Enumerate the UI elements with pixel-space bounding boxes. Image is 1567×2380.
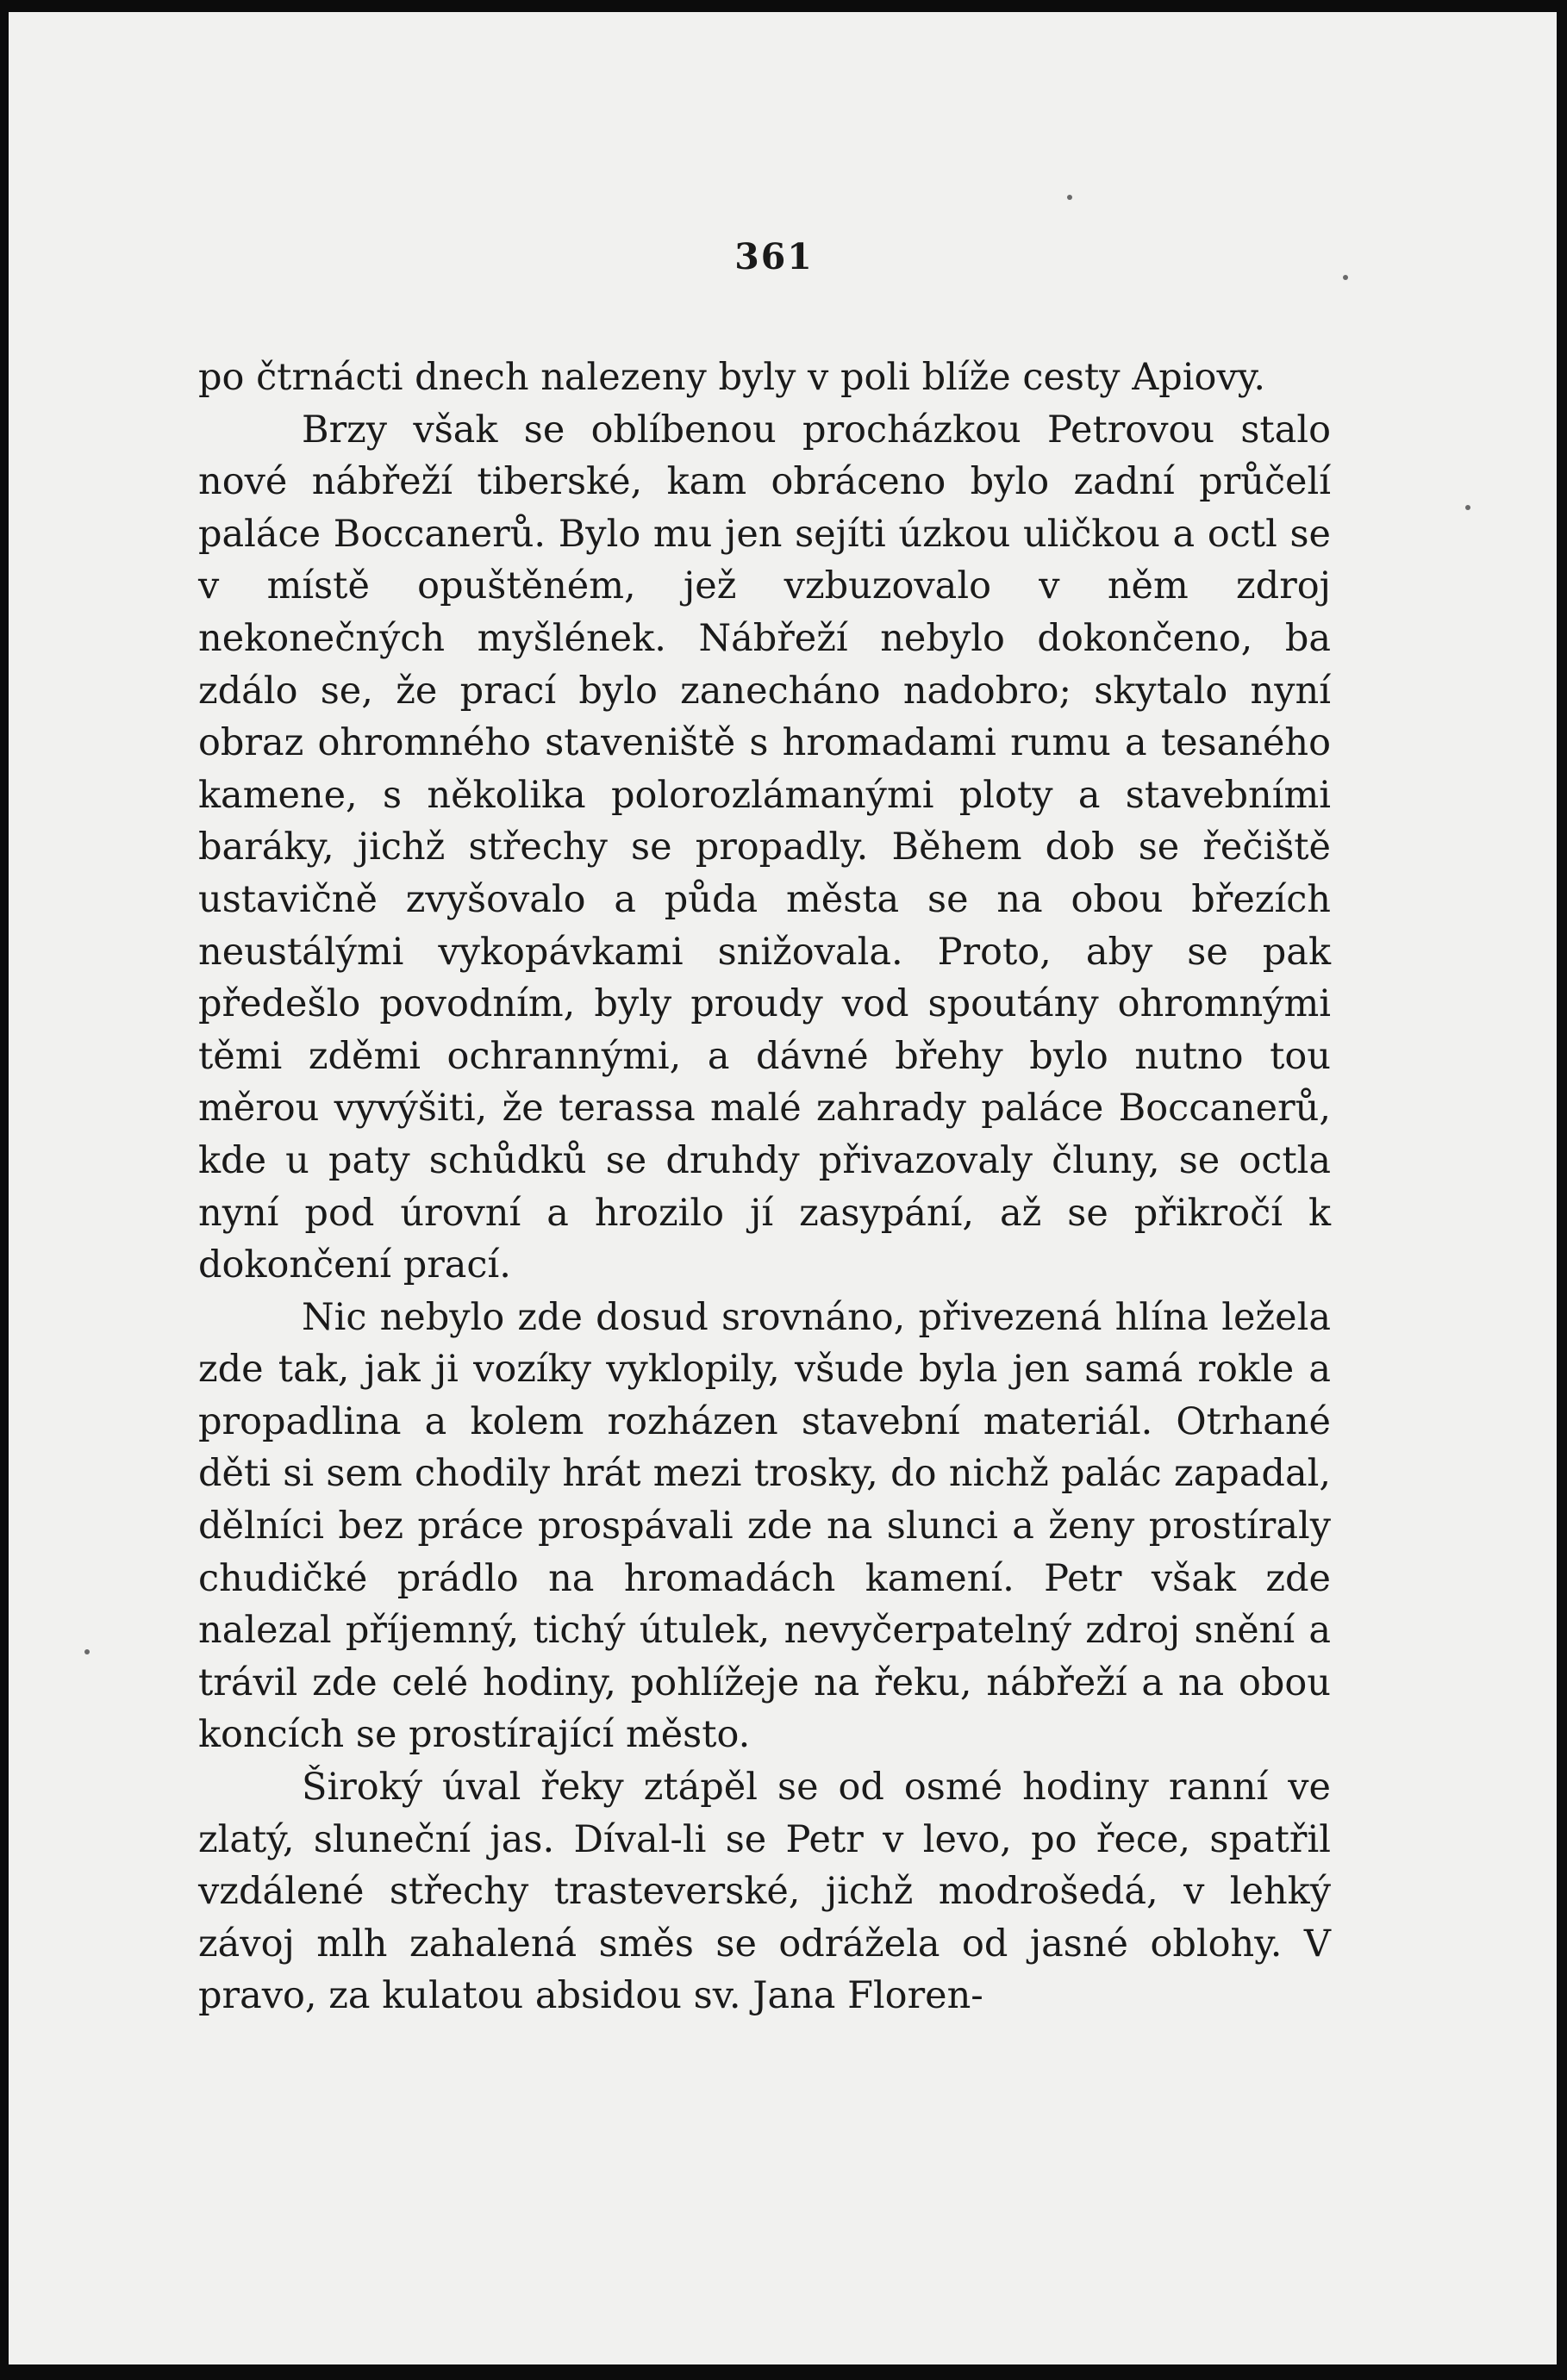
scan-speck [1067, 195, 1072, 200]
paragraph-continuation: po čtrnácti dnech nalezeny byly v poli blíže cesty Apiovy. [198, 356, 1265, 399]
scan-speck [84, 1649, 90, 1654]
scan-speck [1465, 505, 1470, 510]
paragraph: Brzy však se oblíbenou procházkou Petrovou stalo nové nábřeží tiberské, kam obráceno bylo zadní průčelí paláce Boccanerů. Bylo mu jen sejíti úzkou uličkou a octl se v místě opuštěném, jež vzbuzovalo v něm zdroj nekonečných myšlének. Nábřeží nebylo dokončeno, ba zdálo se, že prací bylo zanecháno nadobro; skytalo nyní obraz ohromného staveniště s hromadami rumu a tesaného kamene, s několika polorozlámanými ploty a stavebními baráky, jichž střechy se propadly. Během dob se řečiště ustavičně zvyšovalo a půda města se na obou březích neustálými vykopávkami snižovala. Proto, aby se pak předešlo povodním, byly proudy vod spoutány ohromnými těmi zděmi ochrannými, a dávné břehy bylo nutno tou měrou vyvýšiti, že terassa malé zahrady paláce Boccanerů, kde u paty schůdků se druhdy přivazovaly čluny, se octla nyní pod úrovní a hrozilo jí zasypání, až se přikročí k dokončení prací. [198, 408, 1331, 1287]
page-body-text [198, 352, 1331, 2022]
page-number: 361 [734, 236, 814, 277]
scan-speck [1343, 275, 1348, 280]
paragraph: Široký úval řeky ztápěl se od osmé hodiny ranní ve zlatý, sluneční jas. Díval-li se Petr v levo, po řece, spatřil vzdálené střechy trasteverské, jichž modrošedá, v lehký závoj mlh zahalená směs se odrážela od jasné oblohy. V pravo, za kulatou absidou sv. Jana Floren- [198, 1766, 1331, 2018]
paragraph: Nic nebylo zde dosud srovnáno, přivezená hlína ležela zde tak, jak ji vozíky vyklopily, všude byla jen samá rokle a propadlina a kolem rozházen stavební materiál. Otrhané děti si sem chodily hrát mezi trosky, do nichž palác zapadal, dělníci bez práce prospávali zde na slunci a ženy prostíraly chudičké prádlo na hromadách kamení. Petr však zde nalezal příjemný, tichý útulek, nevyčerpatelný zdroj snění a trávil zde celé hodiny, pohlížeje na řeku, nábřeží a na obou koncích se prostírající město. [198, 1295, 1331, 1757]
book-page [198, 231, 1331, 2022]
